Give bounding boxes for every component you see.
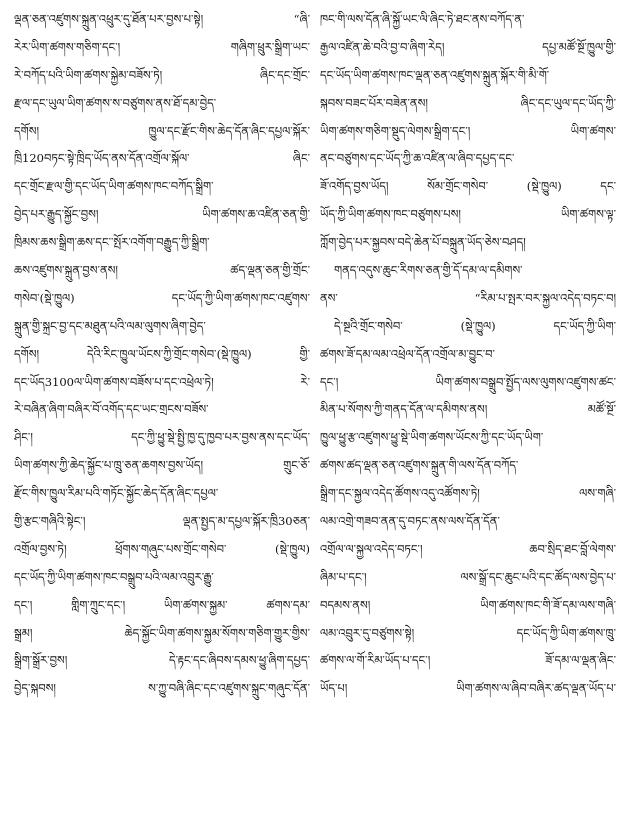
text-line: དང་ཡོད3100ལ་ཡིག་ཚགས་བཟོས་པ་དང་འཕྲེལ་ཏེ། རེ་ (14, 374, 310, 389)
text-line: ལམ་འགྲེ་གཟབ་ནན་དུ་བཏང་ནས་ལས་དོན་དོན་ (320, 514, 500, 529)
text-line: བྱེད་པར་རྒྱུད་སྐྱོང་བྱས། ཡིག་ཚགས་ཆ་འཛིན་ཅན་གྱི་ (14, 207, 310, 222)
text-line: དང་ཡོད་ཀྱི་ཡིག་ཚགས་ཁང་བསྒྲུབ་པའི་ལམ་འབྲུར་རྒྱུ་ (14, 569, 214, 584)
text-line: དང་གྲོང་རྫལ་གྱི་དང་ཡོད་ཡིག་ཚགས་ཁང་བཀོད་སྒྲིག་ (14, 179, 214, 194)
text-line: སྒྲིག་སྒྲོར་བྱས། དེ་རྟང་དང་ཞིབས་དམས་ཕྱུ་ཞིག་དཔྱད་ (14, 653, 310, 668)
text-line: ཁྱུལ་ཕྱུ་རྩ་འཛུགས་ཕྱུ་སྡེ་ཡིག་ཚགས་ཡོངས་ཀྱི་དང་ཡོད་ཡིག་ (320, 430, 544, 445)
text-line: གསེབ་(སྡེ་ཁྱུལ) དང་ཡོད་ཀྱི་ཡིག་ཚགས་ཁང་འཛུགས་ (14, 290, 310, 305)
text-line: ཀློག་བྱེད་པར་སྐྱབས་བདེ་ཆེན་པོ་བསྐྲུན་ཡོད་ཅེས་བཤད། (320, 235, 526, 250)
text-line: ཟོ་འགོད་བྱས་ཡོད། སོམ་གྲོང་གསེབ་ (སྡེ་ཁྱུལ) དང་ (320, 179, 616, 194)
text-line: གྱི་རྩང་གཞིའི་སྟེང་། ལྡན་སྤྱད་མ་དཔྱལ་སྐོར་ཁྲི30ཅན་ (14, 514, 310, 529)
text-line: ཁྲི120བཏང་སྟེ་ཁྲིད་ཡོད་ནས་དོན་འགྲོལ་སྐོལ་ ཞིང་ (14, 151, 310, 166)
text-line: ཚགས་ཚད་ལྡན་ཅན་འཛུགས་སྐྲུན་གི་ལས་དོན་བཀོད་ (320, 458, 519, 473)
text-line: འགྲོལ་བྱས་ཏེ། ཕྲོགས་གཞུང་པས་གྲོང་གསེབ་ (སྡེ་ཁྱུལ) (14, 541, 310, 556)
text-line: རེ་བཀོད་པའི་ཡིག་ཚགས་སྐྱེམ་བཟོས་ཏེ། ཞིང་དང་གྲོང་ (14, 67, 310, 82)
text-line: རེ་བཞིན་ཞིག་བཞིར་བོ་འགོད་དང་ཡང་གྲངས་བཟོས་ (14, 402, 209, 417)
text-line: དང་། གླིག་ཀྲུང་དང་། ཡིག་ཚགས་སྐྱམ་ ཚགས་དམ་ (14, 597, 310, 612)
text-line: ལམ་འབྲུར་དུ་བཙུགས་སྟེ། དང་ཡོད་ཀྱི་ཡིག་ཚགས་ཁྲུ་ (320, 625, 616, 640)
right-text-column (320, 6, 616, 703)
left-text-column (14, 6, 310, 703)
text-line: སྐྲུན་གྱི་སྐྲང་བྱ་དང་མཐུན་པའི་ལམ་ལུགས་ཞིག་བྱེད་ (14, 318, 206, 333)
text-line: དགོས། དེའི་རིང་ཁྱུལ་ཡོངས་ཀྱི་གྲོང་གསེབ་(སྡེ་ཁྱུལ) གྱི་ (14, 346, 310, 361)
text-line: ཡིག་ཚགས་གཅིག་སྡུད་ལེགས་སྒྲིག་དང་། ཡིག་ཚགས་ (320, 123, 616, 138)
text-line: སྐབས་བཟང་པོར་བཟེན་ནས། ཞིང་དང་ཡུལ་དང་ཡོད་ཀྱི་ (320, 95, 616, 110)
text-line: རྫོང་གིས་ཁྱུལ་རིམ་པའི་གཏོང་སྐྱོང་ཆེད་དོན་ཞིང་དཔྱལ་ (14, 486, 219, 501)
text-line: བདམས་ནས། ཡིག་ཚགས་ཁང་གི་ཟོ་དམ་ལས་གཞི་ (320, 597, 616, 612)
text-line: དགོས། ཁྱུལ་དང་རྫོང་གིས་ཆེད་དོན་ཞིང་དཔྱལ་སྐོར་ (14, 123, 310, 138)
text-line: ཁང་གི་ལས་དོན་ཞི་སྐྱོ་ཡང་ལི་ཞིང་ཏེ་ཐང་ནས་བཀོད་ན་ (320, 12, 525, 26)
text-line: རེར་ཡིག་ཚགས་གཅིག་དང་། གཞིག་ཕྲུར་སྒྲིག་ཡང་ (14, 39, 310, 54)
text-line: སྒྲམ། ཆེད་སྐྱོང་ཡིག་ཚགས་སྐྱམ་སོགས་གཅིག་གྱུར་གྱིས་ (14, 625, 310, 640)
text-line: ཡིག་ཚགས་ཀྱི་ཆེད་སྐྱོང་པ་ཁྲུ་ཅན་ཆགས་བྱས་ཡོད། གྲུང་ཅོ་ (14, 458, 310, 473)
text-line: ཤིང་། དང་ཀྱི་ཕྱུ་སྡེ་སྤྱི་ཁྱ་དུ་ཁྱབ་པར་བྱས་ནས་དང་ཡོད་ (14, 430, 310, 445)
text-line: ཚགས་ལ་གོ་རིམ་ཡོད་པ་དང་། ཟོ་དམ་ལ་ལྡན་ཞིང་ (320, 653, 616, 668)
text-line: འགྲོལ་ལ་སྐྱལ་འདེད་བཏང་། ཆབ་སྲིད་ཐང་བློ་ལེགས་ (320, 541, 616, 556)
text-line: སྒྲིག་དང་སྐྱལ་འདེད་ཚོགས་འདུ་འཚོགས་ཏེ། ལས་གཞི་ (320, 486, 616, 501)
text-line: ཆས་འཛུགས་སྐྲུན་བྱས་ནས། ཚད་ལྡན་ཅན་གྱི་གྲོང་ (14, 263, 310, 278)
text-line: ཡོད་ཀྱི་ཡིག་ཚགས་ཁང་བཙུགས་པས། ཡིག་ཚགས་ལྟ་ (320, 207, 616, 222)
section-heading-line: ནས་ “རིམ་པ་སྤར་བར་སྐྱལ་འདེད་བཏང་བ། (320, 290, 616, 305)
text-line: དང་ཡོད་ཡིག་ཚགས་ཁང་ལྡན་ཅན་འཛུགས་སྐྲུན་སྐོར་གི་མི་གོ་ (320, 67, 550, 82)
text-line: ཁྲིམས་ཆས་སྒྲིག་ཆས་དང་་སྤོར་འགོག་བརྒྱུད་ཀྱི་སྒྲིག་ (14, 235, 210, 250)
paragraph-start-line: དེ་སྔའི་གྲོང་གསེབ་ (སྡེ་ཁྱུལ) དང་ཡོད་ཀྱི་ཡིག་ (334, 318, 616, 333)
text-line: བྱེད་སྐབས། ས་ཀྱུ་བཞི་ཞིང་དང་འཛུགས་སྐྲུང་གཞུང་དོན་ (14, 681, 310, 696)
text-line: རྫལ་དང་ཡུལ་ཡིག་ཚགས་ས་བཙུགས་ནས་ཐོ་དམ་བྱེད་ (14, 95, 217, 110)
text-line: ཞིམ་པ་དང་། ལས་སྒྲོ་དང་ཆུང་པའི་དང་ཚོད་ལས་བྱེད་པ་ (320, 569, 616, 584)
text-line: ཡོད་པ། ཡིག་ཚགས་ལ་ཞིབ་བཞིར་ཚད་ལྡན་ཡོད་པ་ (320, 681, 616, 696)
text-line: རྒྱལ་འཛིན་ཆེ་བའི་བྱ་བ་ཞིག་རེད། དཔྱ་མཚོ་སྔོ་ཁྱུལ་གྱི་ (320, 39, 616, 54)
text-line: ལྡན་ཅན་འཛུགས་སྐྲུན་འཕྲུར་དུ་ཐོན་པར་བྱས་པ་སྟེ། “ཞི་ (14, 12, 310, 26)
section-heading-line: གནད་འདུས་ཆུང་རིགས་ཅན་གྱི་དོ་དམ་ལ་དམིགས་ (334, 263, 523, 278)
text-line: མིན་པ་སོགས་ཀྱི་གནད་དོན་ལ་དམིགས་ནས། མཚོ་སྔོ་ (320, 402, 616, 417)
text-line: ཚགས་ཟོ་དམ་ལམ་འཕྲེལ་དོན་འགྲོལ་མ་བྱུང་བ་ (320, 346, 495, 361)
text-line: ནང་བཙུགས་དང་ཡོད་ཀྱི་ཆ་འཛིན་ལ་ཞིབ་དཔྱད་དང་ (320, 151, 515, 166)
text-line: དང་། ཡིག་ཚགས་བསྒྲུབ་སྤྱོད་ལས་ལུགས་འཛུགས་ཚང་ (320, 374, 616, 389)
